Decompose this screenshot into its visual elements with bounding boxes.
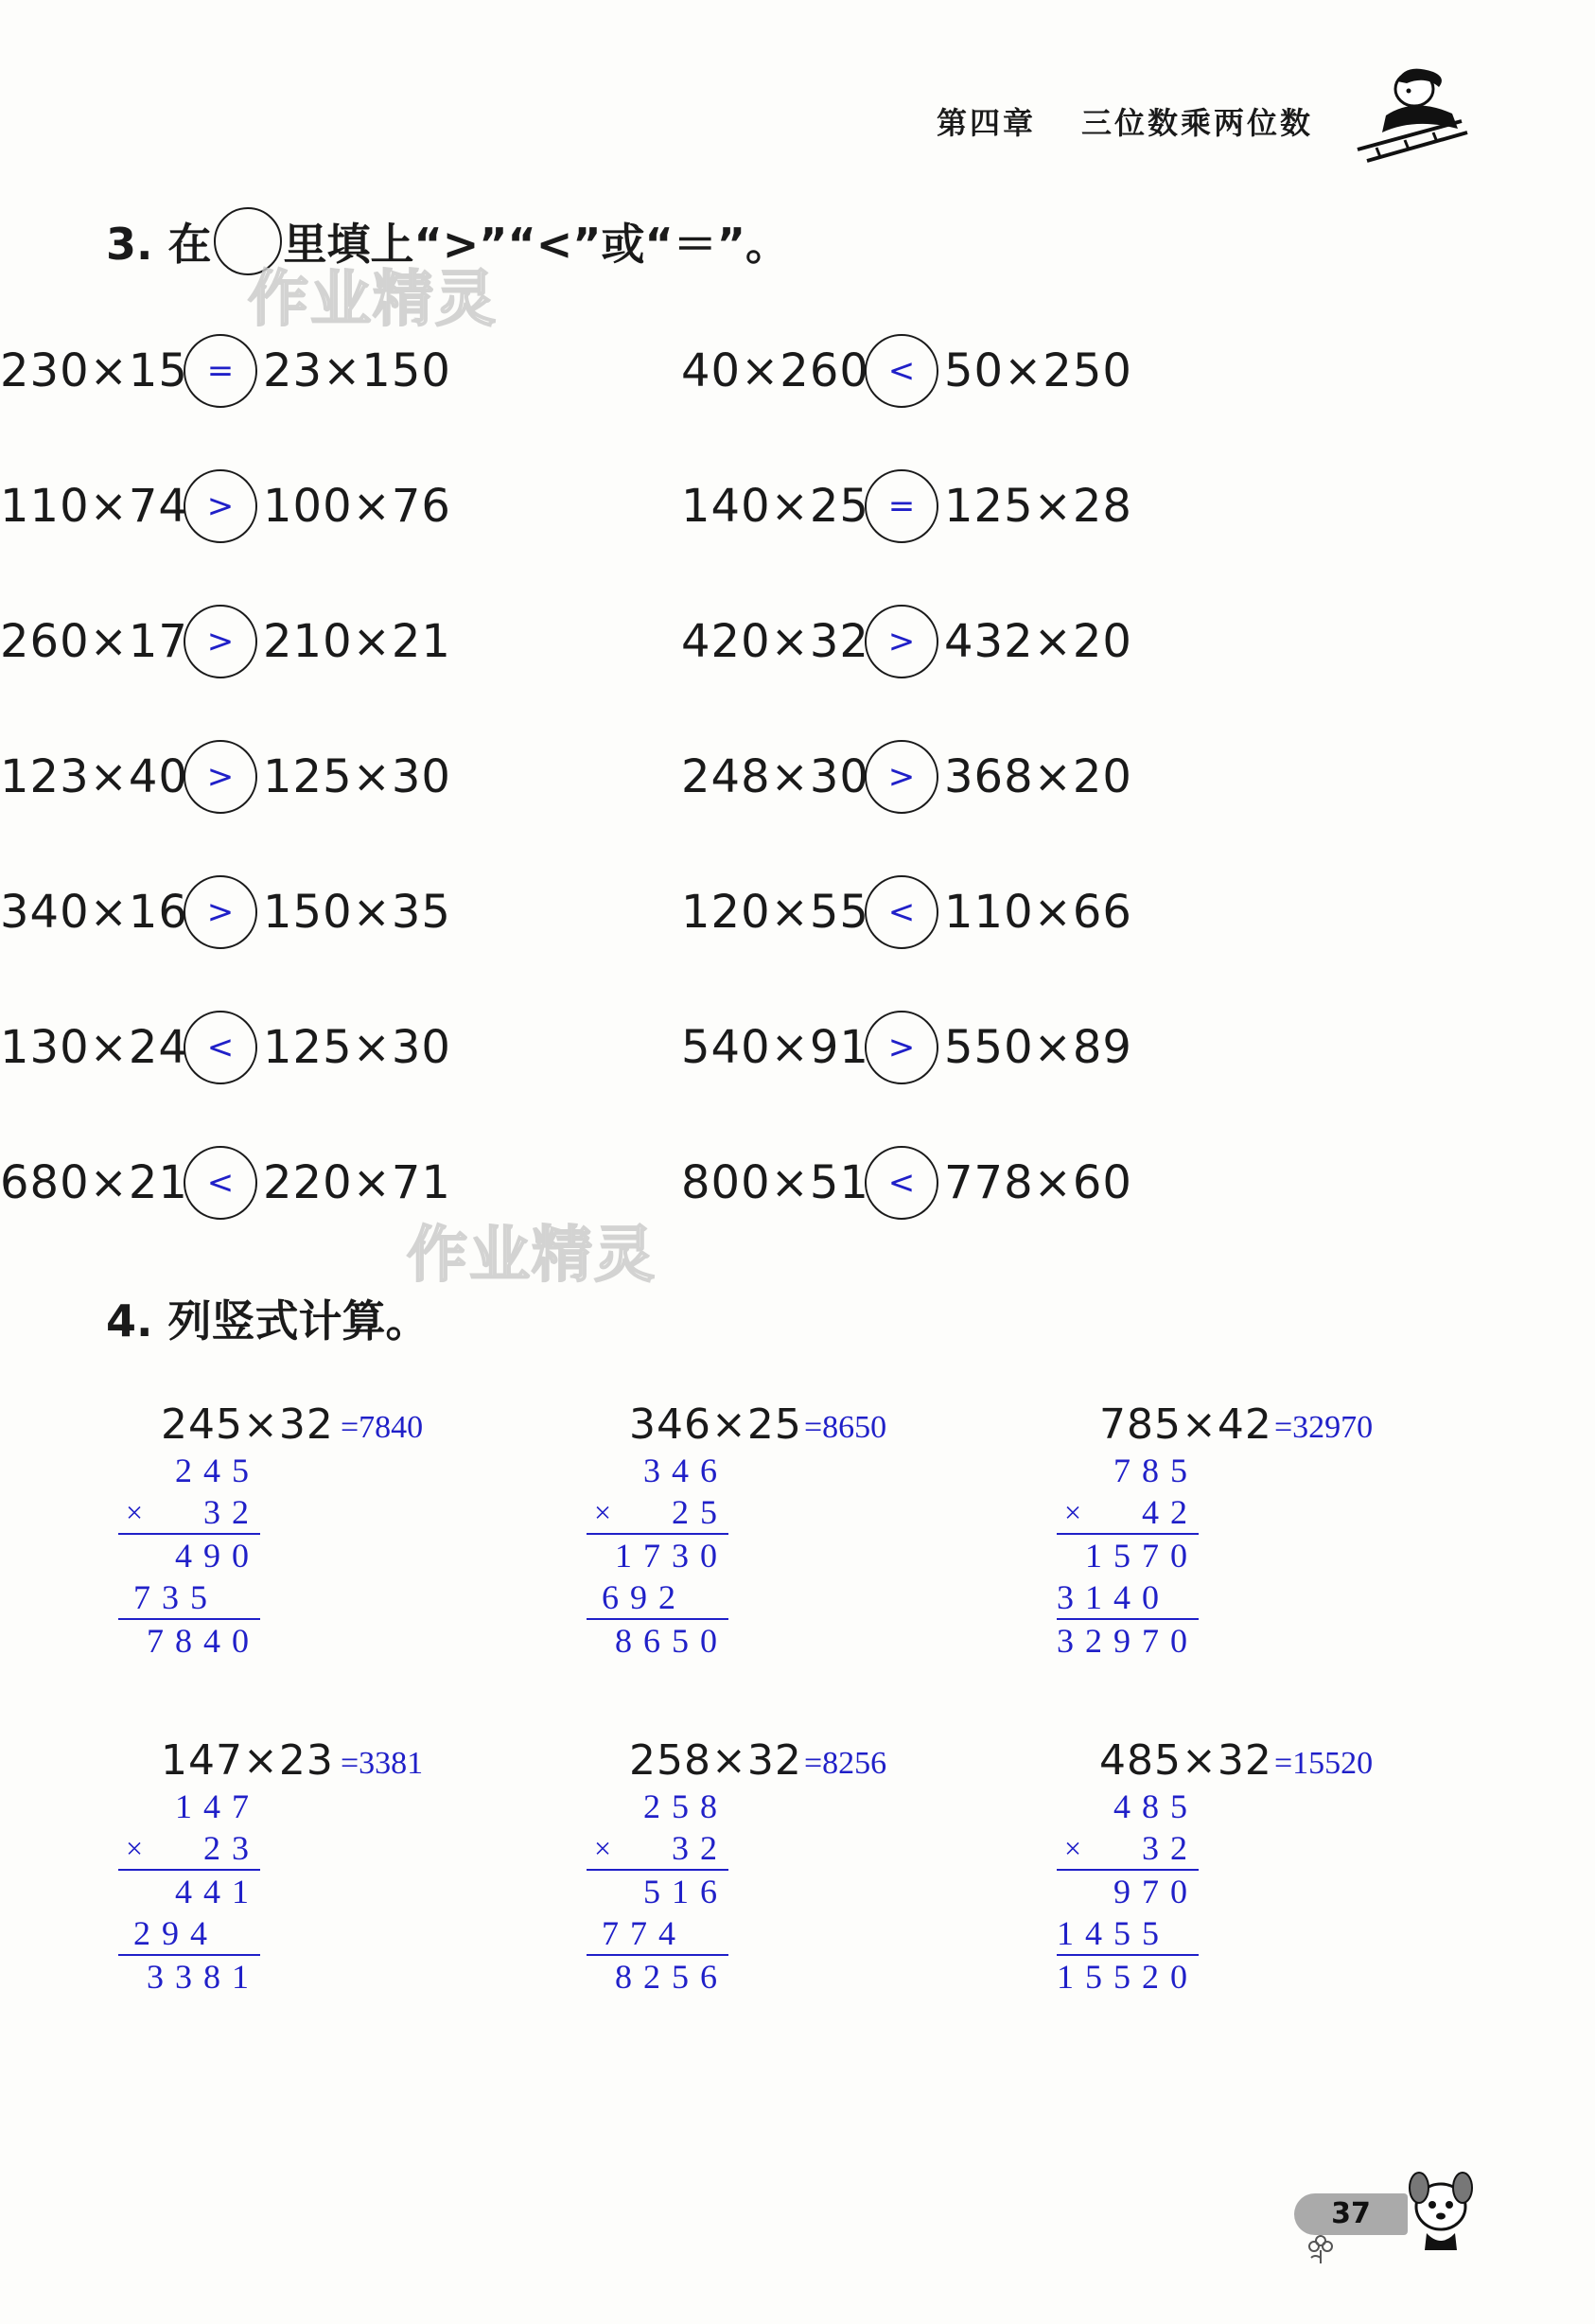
partial-product-1: 1570 <box>1085 1537 1199 1575</box>
multiplier: 32 <box>1142 1829 1199 1867</box>
comparison-left-expression: 120×55 <box>681 886 869 939</box>
section-4-title <box>106 1287 429 1349</box>
comparison-row <box>0 1145 451 1221</box>
partial-product-2-value: 692 <box>602 1578 687 1616</box>
product-total: 15520 <box>1057 1958 1199 1996</box>
problem-result: =15520 <box>1274 1746 1374 1781</box>
section-3-title-pre: 在 <box>167 219 212 270</box>
puppy-mascot-icon <box>1398 2167 1483 2252</box>
comparison-left-expression: 540×91 <box>681 1021 869 1074</box>
partial-product-2-value: 774 <box>602 1914 687 1952</box>
comparison-right-expression: 100×76 <box>263 480 451 533</box>
section-4-title-text: 列竖式计算。 <box>167 1295 429 1347</box>
comparison-row <box>681 333 1132 409</box>
comparison-answer[interactable]: > <box>865 1011 938 1084</box>
vertical-work <box>1057 1786 1199 1998</box>
section-3-number: 3. <box>106 219 153 270</box>
comparison-answer[interactable]: = <box>184 334 257 408</box>
vertical-work <box>118 1786 260 1998</box>
comparison-left-expression: 230×15 <box>0 344 188 397</box>
product-total: 3381 <box>147 1958 260 1996</box>
multiplier-line <box>1057 1491 1199 1535</box>
sledding-kid-icon <box>1348 59 1471 172</box>
partial-product-1: 441 <box>175 1873 260 1910</box>
comparison-row <box>681 1010 1132 1085</box>
multiplication-problem <box>126 1400 558 1703</box>
comparison-right-expression: 432×20 <box>944 615 1132 668</box>
comparison-right-expression: 23×150 <box>263 344 451 397</box>
comparison-answer[interactable]: > <box>184 875 257 949</box>
times-sign: × <box>594 1495 612 1529</box>
problem-result: =7840 <box>341 1410 424 1445</box>
comparison-right-expression: 150×35 <box>263 886 451 939</box>
multiplication-problem <box>594 1400 1026 1703</box>
product-total: 8256 <box>615 1958 728 1996</box>
multiplicand: 147 <box>175 1787 260 1825</box>
partial-product-2 <box>118 1912 260 1956</box>
comparison-left-expression: 680×21 <box>0 1156 188 1209</box>
comparison-answer[interactable]: < <box>865 334 938 408</box>
section-4-number: 4. <box>106 1295 153 1347</box>
multiplication-problem <box>1057 1400 1497 1703</box>
comparison-answer[interactable]: > <box>184 605 257 678</box>
comparison-right-expression: 220×71 <box>263 1156 451 1209</box>
problem-result: =3381 <box>341 1746 424 1781</box>
problem-result: =8650 <box>804 1410 887 1445</box>
problem-result: =8256 <box>804 1746 887 1781</box>
comparison-right-expression: 368×20 <box>944 750 1132 803</box>
comparison-right-expression: 550×89 <box>944 1021 1132 1074</box>
partial-product-2-value: 3140 <box>1057 1578 1170 1616</box>
comparison-row <box>681 468 1132 544</box>
comparison-row <box>0 874 451 950</box>
flower-icon <box>1304 2231 1338 2265</box>
multiplication-problem <box>594 1736 1026 2039</box>
vertical-work <box>1057 1450 1199 1662</box>
comparison-row <box>681 1145 1132 1221</box>
comparison-row <box>0 739 451 815</box>
watermark: 作业精灵 <box>407 1221 657 1291</box>
comparison-row <box>681 739 1132 815</box>
comparison-left-expression: 110×74 <box>0 480 188 533</box>
comparison-row <box>0 1010 451 1085</box>
comparison-left-expression: 340×16 <box>0 886 188 939</box>
comparison-left-expression: 420×32 <box>681 615 869 668</box>
partial-product-2-value: 294 <box>133 1914 219 1952</box>
problem-expression: 346×25 <box>629 1400 802 1449</box>
partial-product-2 <box>118 1576 260 1620</box>
chapter-header <box>937 99 1313 143</box>
times-sign: × <box>1064 1831 1082 1865</box>
times-sign: × <box>126 1495 144 1529</box>
comparison-answer[interactable]: < <box>184 1146 257 1220</box>
multiplier-line <box>587 1491 728 1535</box>
partial-product-2 <box>587 1912 728 1956</box>
chapter-title: 三位数乘两位数 <box>1081 105 1314 141</box>
problem-expression: 245×32 <box>161 1400 334 1449</box>
problem-expression: 147×23 <box>161 1736 334 1785</box>
comparison-left-expression: 40×260 <box>681 344 869 397</box>
vertical-work <box>118 1450 260 1662</box>
times-sign: × <box>594 1831 612 1865</box>
multiplicand: 245 <box>175 1452 260 1489</box>
comparison-right-expression: 125×28 <box>944 480 1132 533</box>
multiplier: 25 <box>672 1493 728 1531</box>
product-total: 7840 <box>147 1622 260 1660</box>
comparison-left-expression: 260×17 <box>0 615 188 668</box>
multiplication-problem <box>126 1736 558 2039</box>
comparison-right-expression: 50×250 <box>944 344 1132 397</box>
comparison-left-expression: 140×25 <box>681 480 869 533</box>
times-sign: × <box>1064 1495 1082 1529</box>
comparison-answer[interactable]: > <box>184 740 257 814</box>
multiplier: 23 <box>203 1829 260 1867</box>
problem-expression: 258×32 <box>629 1736 802 1785</box>
comparison-right-expression: 125×30 <box>263 750 451 803</box>
comparison-answer[interactable]: > <box>865 740 938 814</box>
multiplicand: 785 <box>1113 1452 1199 1489</box>
multiplier-line <box>587 1827 728 1871</box>
comparison-row <box>0 333 451 409</box>
vertical-work <box>587 1786 728 1998</box>
chapter-number: 第四章 <box>937 105 1037 141</box>
multiplicand: 258 <box>643 1787 728 1825</box>
multiplier-line <box>118 1827 260 1871</box>
partial-product-1: 490 <box>175 1537 260 1575</box>
partial-product-1: 516 <box>643 1873 728 1910</box>
comparison-left-expression: 123×40 <box>0 750 188 803</box>
comparison-answer[interactable]: > <box>184 469 257 543</box>
comparison-right-expression: 778×60 <box>944 1156 1132 1209</box>
partial-product-2 <box>1057 1576 1199 1620</box>
multiplicand: 346 <box>643 1452 728 1489</box>
multiplier-line <box>118 1491 260 1535</box>
comparison-row <box>681 604 1132 679</box>
partial-product-2-value: 1455 <box>1057 1914 1170 1952</box>
comparison-left-expression: 248×30 <box>681 750 869 803</box>
product-total: 32970 <box>1057 1622 1199 1660</box>
comparison-row <box>0 468 451 544</box>
partial-product-2 <box>1057 1912 1199 1956</box>
times-sign: × <box>126 1831 144 1865</box>
comparison-answer[interactable]: > <box>865 605 938 678</box>
multiplier: 32 <box>203 1493 260 1531</box>
section-3-title-post: 里填上“>”“<”或“＝”。 <box>283 219 789 270</box>
multiplier: 42 <box>1142 1493 1199 1531</box>
comparison-answer[interactable]: < <box>865 1146 938 1220</box>
product-total: 8650 <box>615 1622 728 1660</box>
problem-result: =32970 <box>1274 1410 1374 1445</box>
comparison-right-expression: 110×66 <box>944 886 1132 939</box>
comparison-answer[interactable]: < <box>865 875 938 949</box>
partial-product-2 <box>587 1576 728 1620</box>
comparison-right-expression: 125×30 <box>263 1021 451 1074</box>
vertical-work <box>587 1450 728 1662</box>
multiplicand: 485 <box>1113 1787 1199 1825</box>
partial-product-1: 1730 <box>615 1537 728 1575</box>
comparison-answer[interactable]: = <box>865 469 938 543</box>
page-number: 37 <box>1294 2193 1408 2235</box>
comparison-row <box>681 874 1132 950</box>
partial-product-1: 970 <box>1113 1873 1199 1910</box>
watermark: 作业精灵 <box>248 265 498 335</box>
multiplication-problem <box>1057 1736 1497 2039</box>
comparison-row <box>0 604 451 679</box>
comparison-left-expression: 800×51 <box>681 1156 869 1209</box>
comparison-answer[interactable]: < <box>184 1011 257 1084</box>
partial-product-2-value: 735 <box>133 1578 219 1616</box>
multiplier: 32 <box>672 1829 728 1867</box>
comparison-left-expression: 130×24 <box>0 1021 188 1074</box>
problem-expression: 785×42 <box>1099 1400 1272 1449</box>
comparison-right-expression: 210×21 <box>263 615 451 668</box>
multiplier-line <box>1057 1827 1199 1871</box>
problem-expression: 485×32 <box>1099 1736 1272 1785</box>
